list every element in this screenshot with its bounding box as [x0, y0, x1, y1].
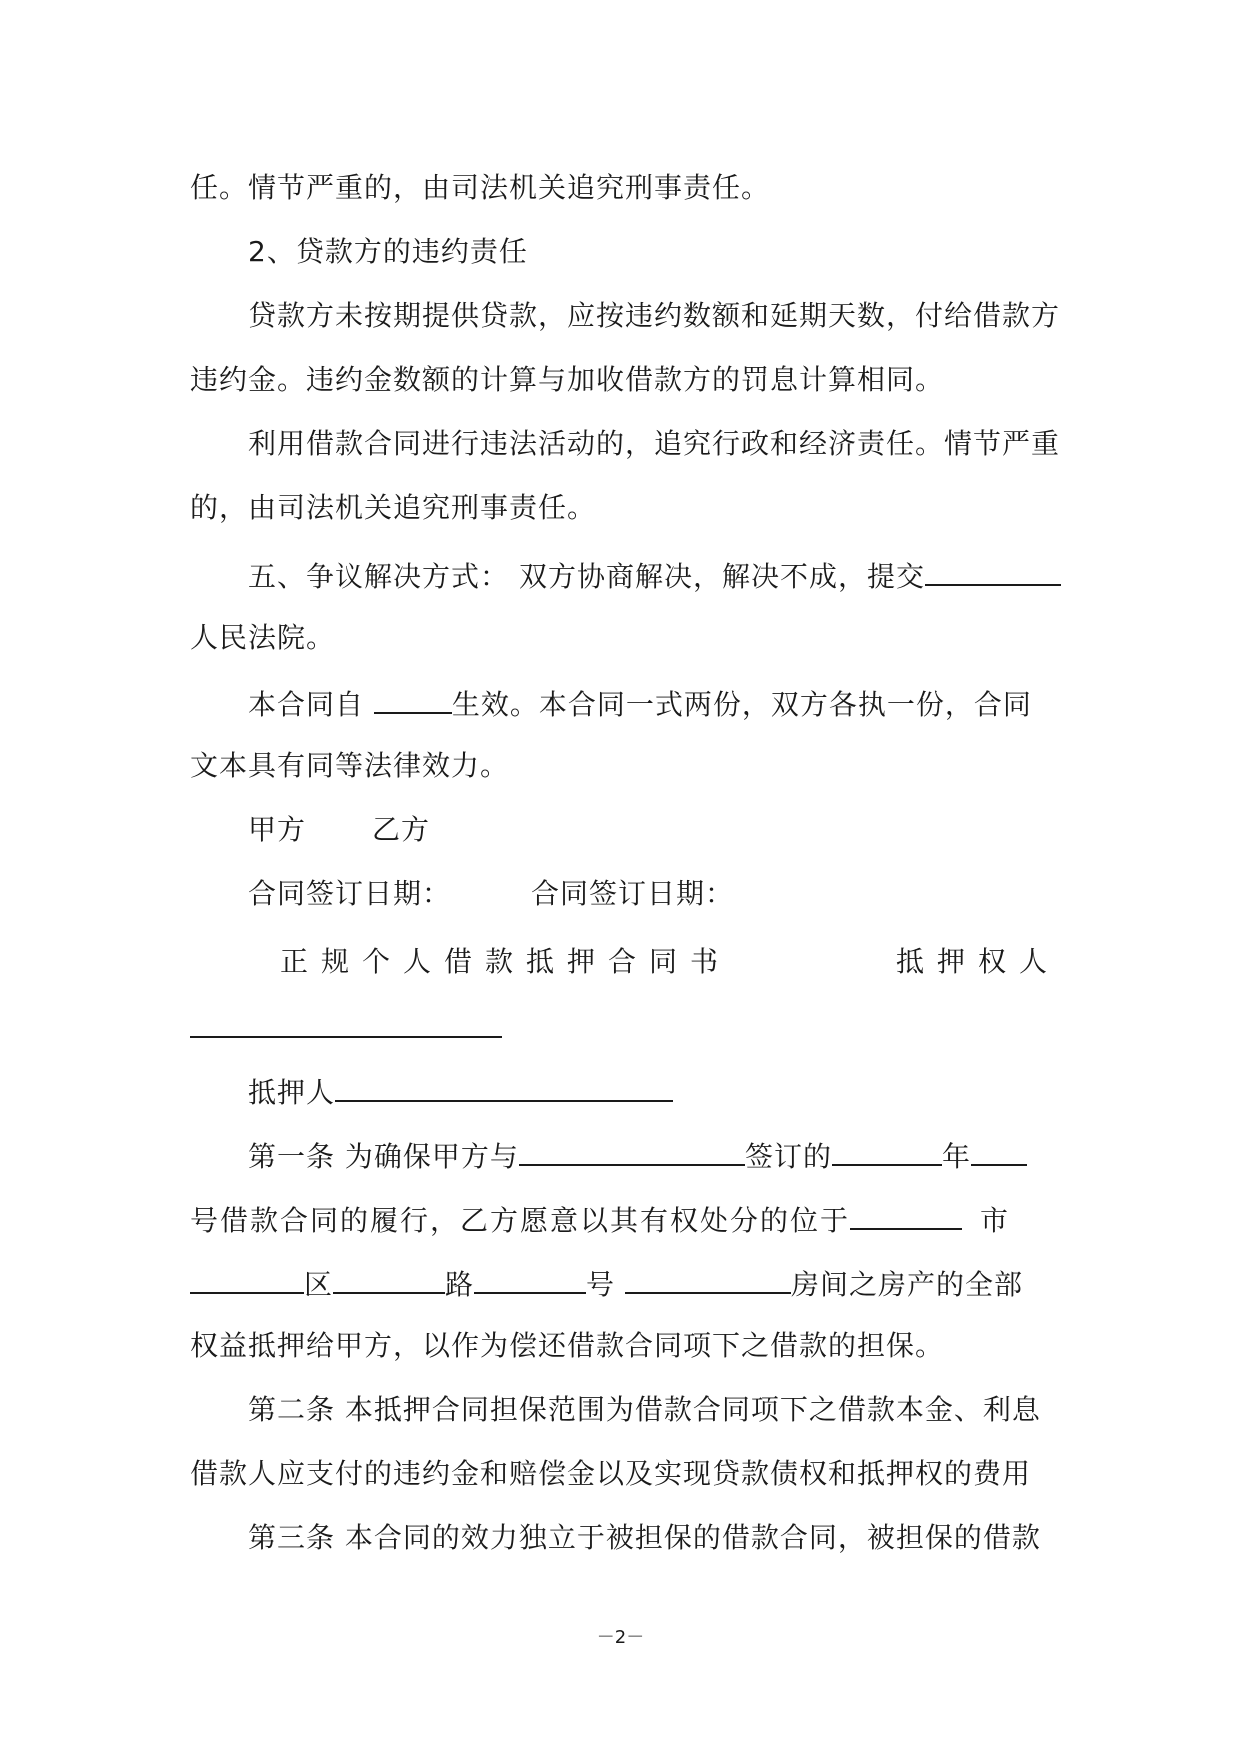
section-heading: 2、贷款方的违约责任 — [248, 235, 528, 268]
paragraph-line: 借款人应支付的违约金和赔偿金以及实现贷款债权和抵押权的费用 — [190, 1457, 1032, 1490]
house-number-text: 号 — [586, 1268, 616, 1301]
mortgagor-line — [248, 1070, 1060, 1113]
article-two-text: 本抵押合同担保范围为借款合同项下之借款本金、利息 — [344, 1393, 1041, 1426]
signed-text: 签订的 — [744, 1140, 832, 1173]
paragraph-line: 贷款方未按期提供贷款，应按违约数额和延期天数，付给借款方 — [248, 299, 1061, 332]
paragraph-line: 利用借款合同进行违法活动的，追究行政和经济责任。情节严重 — [248, 427, 1061, 460]
parties-line — [248, 810, 1060, 850]
party-b-label: 乙方 — [372, 813, 431, 846]
party-b-signing-date-label: 合同签订日期： — [531, 877, 735, 910]
room-text: 房间之房产的全部 — [790, 1268, 1023, 1301]
effective-date-line — [248, 682, 1060, 725]
signing-date-line — [248, 874, 1060, 914]
paragraph-line: 人民法院。 — [190, 621, 336, 654]
house-number-blank — [474, 1262, 586, 1294]
mortgagee-blank — [190, 1006, 502, 1038]
city-blank — [850, 1198, 962, 1230]
article-one-cont: 号借款合同的履行，乙方愿意以其有权处分的位于 — [190, 1204, 851, 1237]
effective-date-blank — [374, 682, 452, 714]
article-two-line — [248, 1390, 1060, 1430]
dispute-text: 双方协商解决，解决不成，提交 — [518, 560, 925, 593]
article-two-label: 第二条 — [248, 1393, 336, 1426]
party-a-signing-date-label: 合同签订日期： — [248, 877, 452, 910]
dispute-resolution-line — [248, 554, 1060, 597]
effective-label: 本合同自 — [248, 688, 365, 721]
court-blank — [925, 554, 1061, 586]
road-text: 路 — [445, 1268, 475, 1301]
district-blank — [190, 1262, 304, 1294]
year-blank — [832, 1134, 942, 1166]
page-number: －2－ — [596, 1627, 645, 1648]
number-blank — [971, 1134, 1027, 1166]
paragraph-line: 文本具有同等法律效力。 — [190, 749, 510, 782]
address-line — [190, 1262, 1060, 1305]
colon: ： — [480, 560, 510, 593]
paragraph-line: 任。情节严重的，由司法机关追究刑事责任。 — [190, 171, 771, 204]
mortgagor-blank — [335, 1070, 673, 1102]
contract-title: 正规个人借款抵押合同书 — [280, 945, 732, 978]
mortgagor-label: 抵押人 — [248, 1076, 336, 1109]
dispute-heading: 五、争议解决方式 — [248, 560, 481, 593]
article-three-text: 本合同的效力独立于被担保的借款合同，被担保的借款 — [344, 1521, 1041, 1554]
mortgagee-label: 抵押权人 — [895, 945, 1060, 978]
party-a-label: 甲方 — [248, 813, 307, 846]
party-blank — [519, 1134, 745, 1166]
article-one-line — [248, 1134, 1060, 1177]
year-text: 年 — [941, 1140, 971, 1173]
district-text: 区 — [304, 1268, 334, 1301]
paragraph-line: 权益抵押给甲方，以作为偿还借款合同项下之借款的担保。 — [190, 1329, 945, 1362]
mortgagee-blank-line — [190, 1006, 1060, 1049]
article-one-label: 第一条 — [248, 1140, 336, 1173]
city-text: 市 — [980, 1204, 1010, 1237]
paragraph-line: 的，由司法机关追究刑事责任。 — [190, 491, 597, 524]
room-blank — [625, 1262, 791, 1294]
effective-text: 生效。本合同一式两份，双方各执一份，合同 — [451, 688, 1032, 721]
article-one-text: 为确保甲方与 — [344, 1140, 519, 1173]
paragraph-line — [190, 1198, 1060, 1241]
road-blank — [333, 1262, 445, 1294]
article-three-label: 第三条 — [248, 1521, 336, 1554]
paragraph-line: 违约金。违约金数额的计算与加收借款方的罚息计算相同。 — [190, 363, 945, 396]
article-three-line — [248, 1518, 1060, 1558]
